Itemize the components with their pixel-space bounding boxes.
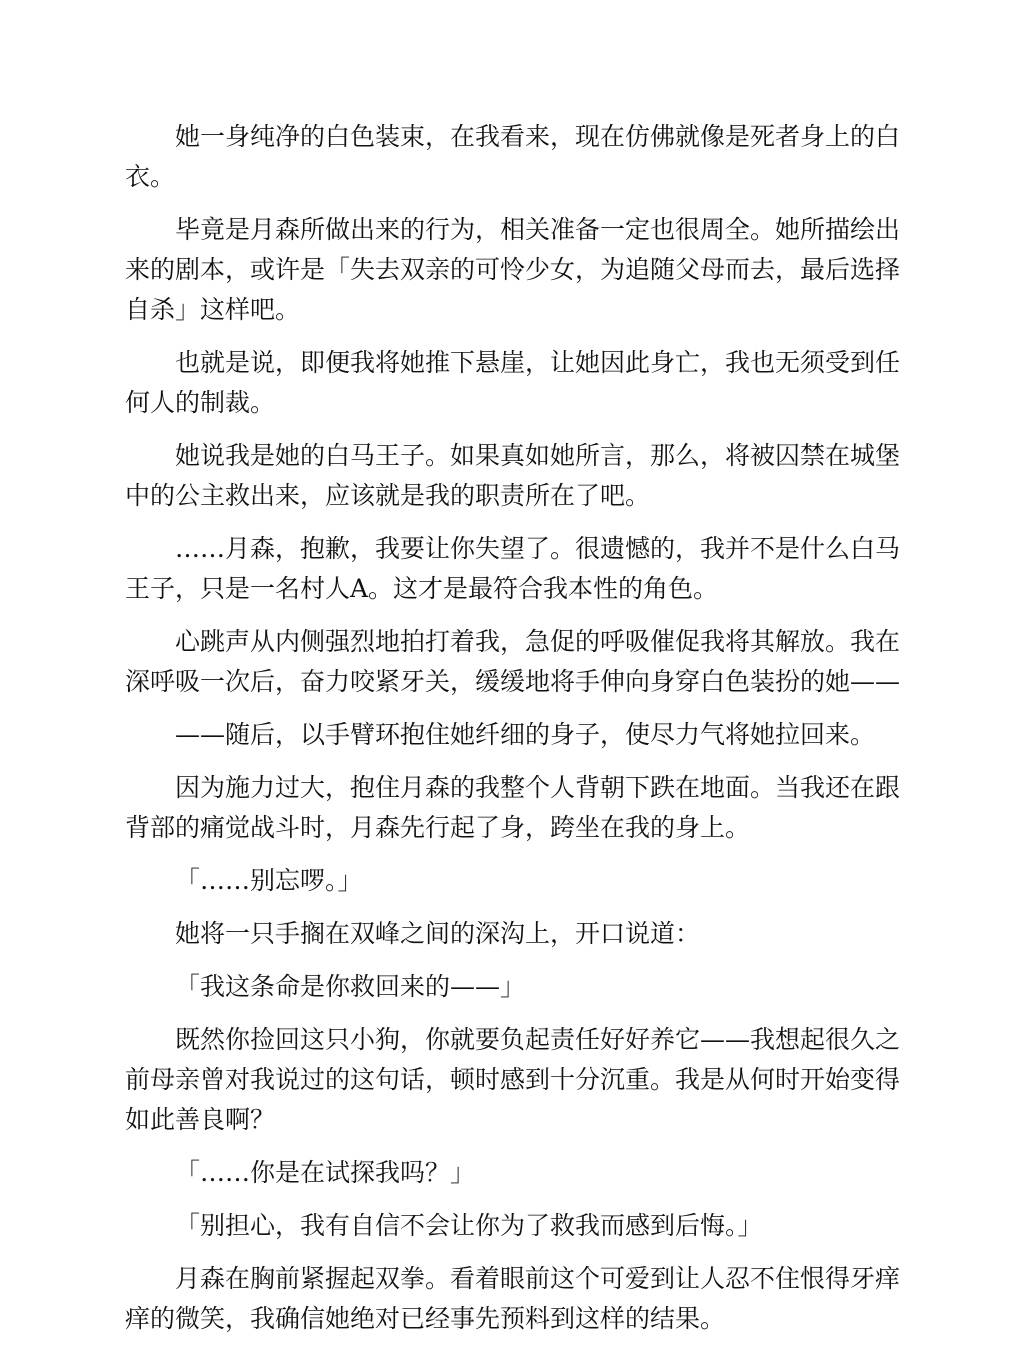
- paragraph: 因为施力过大，抱住月森的我整个人背朝下跌在地面。当我还在跟背部的痛觉战斗时，月森先行起了身，跨坐在我的身上。: [125, 773, 901, 842]
- paragraph: ——随后，以手臂环抱住她纤细的身子，使尽力气将她拉回来。: [175, 720, 876, 749]
- paragraph: 「……你是在试探我吗？」: [175, 1158, 476, 1187]
- paragraph: 毕竟是月森所做出来的行为，相关准备一定也很周全。她所描绘出来的剧本，或许是「失去双亲的可怜少女，为追随父母而去，最后选择自杀」这样吧。: [125, 215, 901, 324]
- paragraph: 「……别忘啰。」: [175, 866, 363, 895]
- paragraph: 心跳声从内侧强烈地拍打着我，急促的呼吸催促我将其解放。我在深呼吸一次后，奋力咬紧牙关，缓缓地将手伸向身穿白色装扮的她——: [125, 627, 901, 696]
- paragraph: 「别担心，我有自信不会让你为了救我而感到后悔。」: [175, 1211, 763, 1240]
- paragraph: 她说我是她的白马王子。如果真如她所言，那么，将被囚禁在城堡中的公主救出来，应该就是我的职责所在了吧。: [125, 441, 901, 510]
- paragraph: 「我这条命是你救回来的——」: [175, 972, 526, 1001]
- paragraph: 既然你捡回这只小狗，你就要负起责任好好养它——我想起很久之前母亲曾对我说过的这句话，顿时感到十分沉重。我是从何时开始变得如此善良啊？: [125, 1025, 901, 1134]
- paragraph: 也就是说，即便我将她推下悬崖，让她因此身亡，我也无须受到任何人的制裁。: [125, 348, 901, 417]
- paragraph: 她将一只手搁在双峰之间的深沟上，开口说道：: [175, 919, 701, 948]
- paragraph: 月森在胸前紧握起双拳。看着眼前这个可爱到让人忍不住恨得牙痒痒的微笑，我确信她绝对已经事先预料到这样的结果。: [125, 1264, 901, 1333]
- paragraph: ……月森，抱歉，我要让你失望了。很遗憾的，我并不是什么白马王子，只是一名村人A。这才是最符合我本性的角色。: [125, 534, 901, 603]
- body-text: [125, 117, 900, 1352]
- paragraph: 她一身纯净的白色装束，在我看来，现在仿佛就像是死者身上的白衣。: [125, 122, 901, 191]
